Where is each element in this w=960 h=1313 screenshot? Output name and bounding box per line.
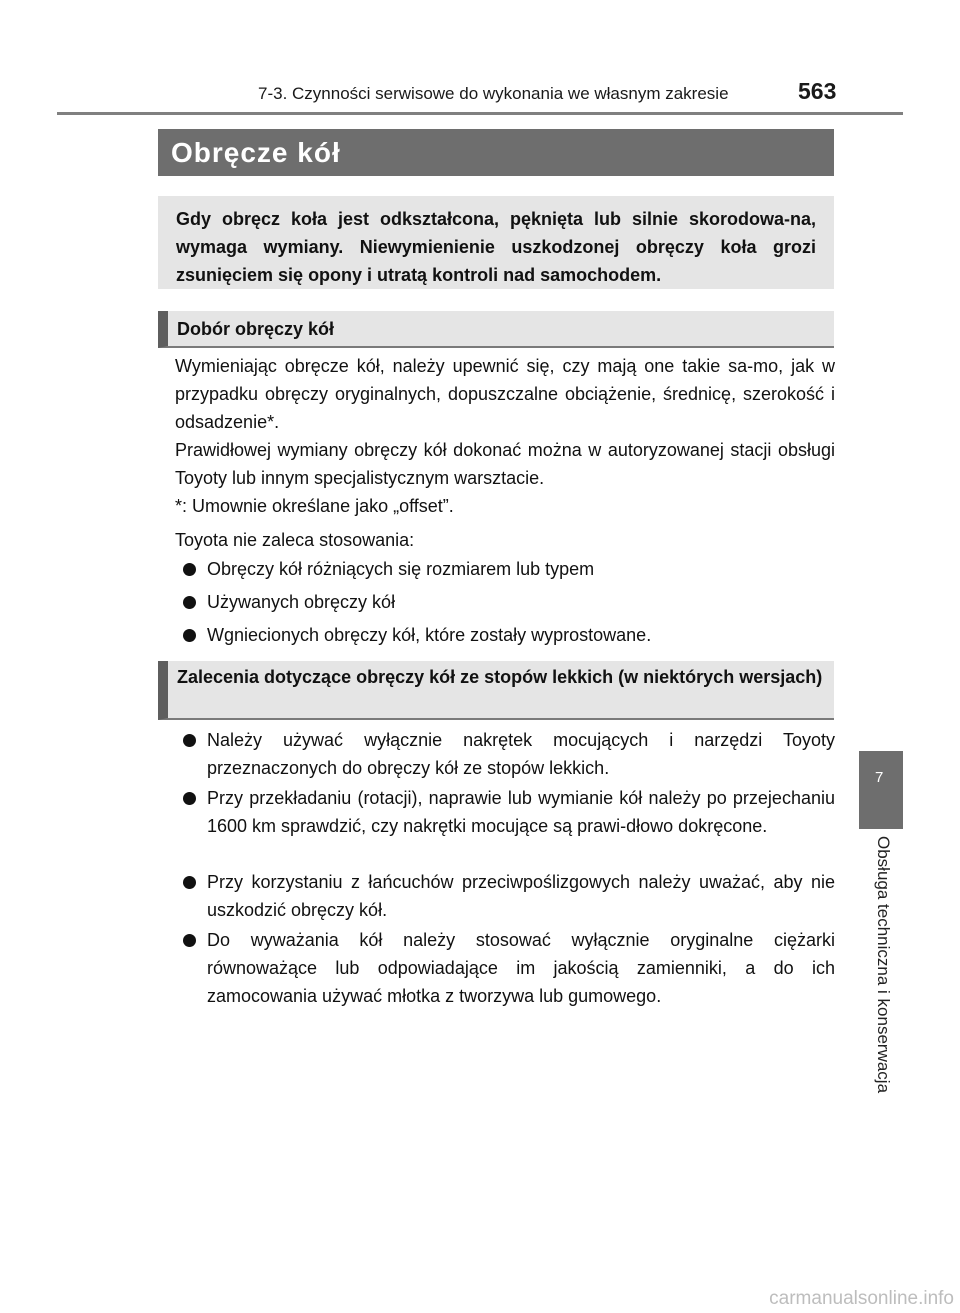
bullet-icon	[183, 629, 196, 642]
chapter-tab	[859, 751, 903, 829]
list-item-text: Używanych obręczy kół	[207, 592, 396, 612]
section-heading-text: Zalecenia dotyczące obręczy kół ze stopów lekkich (w niektórych wersjach)	[177, 667, 823, 687]
bullet-icon	[183, 563, 196, 576]
page-header	[157, 78, 847, 108]
page-number: 563	[798, 78, 837, 104]
page-title: Obręcze kół	[171, 137, 341, 168]
section-heading-alloy-wheels	[158, 661, 834, 720]
list-item-text: Wgniecionych obręczy kół, które zostały wyprostowane.	[207, 625, 652, 645]
chapter-title: Obsługa techniczna i konserwacja	[874, 836, 893, 1094]
footnote: *: Umownie określane jako „offset”.	[175, 496, 454, 516]
section-heading-wheel-selection	[158, 311, 834, 348]
bullet-icon	[183, 876, 196, 889]
paragraph-replacement: Prawidłowej wymiany obręczy kół dokonać można w autoryzowanej stacji obsługi Toyoty lub innym specjalistycznym warsztacie.	[175, 440, 835, 488]
watermark: carmanualsonline.info	[769, 1288, 954, 1309]
paragraph-selection: Wymieniając obręcze kół, należy upewnić się, czy mają one takie sa-mo, jak w przypadku obręczy oryginalnych, dopuszczalne obciążenie, średnicę, szerokość i odsadzenie*.	[175, 356, 835, 432]
chapter-number: 7	[875, 769, 884, 786]
bullet-icon	[183, 596, 196, 609]
section-heading-text: Dobór obręczy kół	[177, 319, 335, 339]
header-divider	[57, 112, 903, 115]
header-section-title: 7-3. Czynności serwisowe do wykonania we własnym zakresie	[258, 84, 729, 103]
bullet-icon	[183, 934, 196, 947]
list-item-text: Przy przekładaniu (rotacji), naprawie lub wymianie kół należy po przejechaniu 1600 km sprawdzić, czy nakrętki mocujące są prawi-dłowo dokręcone.	[207, 788, 835, 836]
page-title-bar	[158, 129, 834, 176]
bullet-icon	[183, 792, 196, 805]
warning-box: Gdy obręcz koła jest odkształcona, pęknięta lub silnie skorodowa-na, wymaga wymiany. Niewymienienie uszkodzonej obręczy koła grozi zsunięciem się opony i utratą kontroli nad samochodem.	[158, 196, 834, 289]
list-item-text: Przy korzystaniu z łańcuchów przeciwpoślizgowych należy uważać, aby nie uszkodzić obręczy kół.	[207, 872, 835, 920]
bullet-icon	[183, 734, 196, 747]
chapter-side-label	[853, 836, 913, 1126]
paragraph-intro: Toyota nie zaleca stosowania:	[175, 530, 415, 550]
list-item-text: Do wyważania kół należy stosować wyłącznie oryginalne ciężarki równoważące lub odpowiadające im jakością zamienniki, a do ich zamocowania używać młotka z tworzywa lub gumowego.	[207, 930, 835, 1006]
list-item-text: Obręczy kół różniących się rozmiarem lub typem	[207, 559, 595, 579]
list-item-text: Należy używać wyłącznie nakrętek mocujących i narzędzi Toyoty przeznaczonych do obręczy kół ze stopów lekkich.	[207, 730, 835, 778]
